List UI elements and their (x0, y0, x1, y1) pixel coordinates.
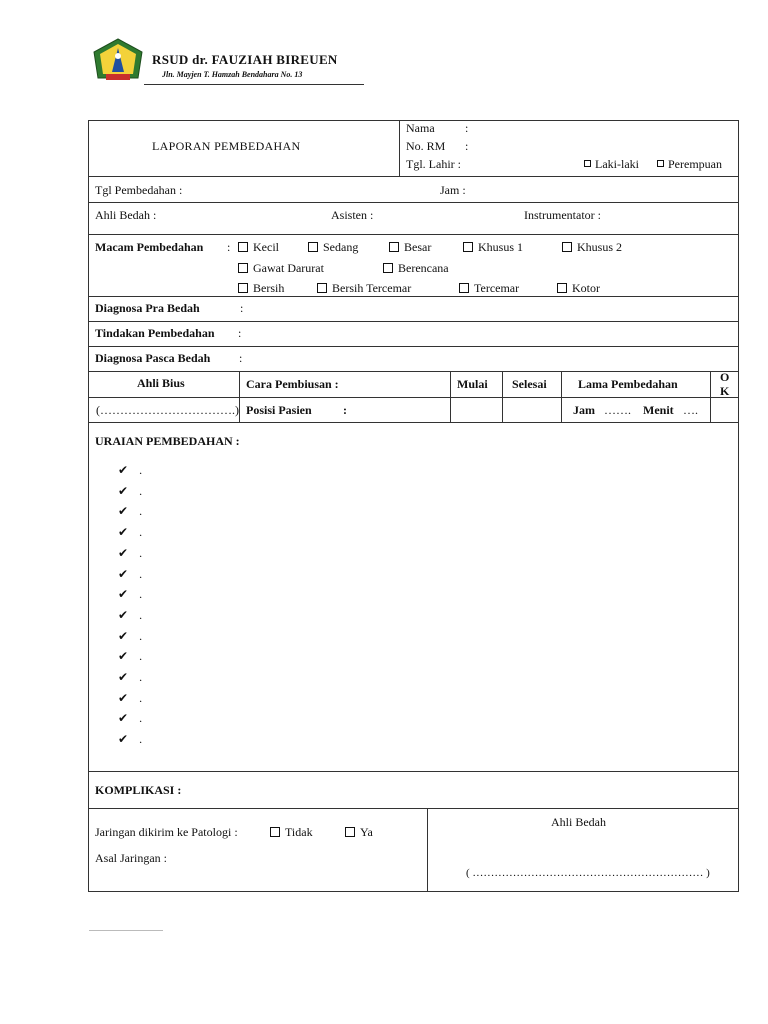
form-frame (88, 120, 739, 892)
hospital-logo (92, 38, 144, 84)
macam-pembedahan-label: Macam Pembedahan (95, 240, 204, 254)
checkmark-icon: ✔ (118, 463, 129, 477)
checkbox-icon (308, 242, 318, 252)
checkbox-icon (383, 263, 393, 273)
uraian-item (118, 608, 142, 623)
checkbox-icon (345, 827, 355, 837)
uraian-item-text: . (139, 463, 143, 477)
row-divider (88, 202, 739, 203)
uraian-item-text: . (139, 649, 143, 664)
row-divider (88, 296, 739, 297)
jam-duration-dots: ……. (604, 403, 631, 417)
uraian-item-text: . (139, 566, 143, 581)
checkmark-icon: ✔ (118, 670, 129, 684)
option-bersih[interactable]: Bersih (238, 281, 284, 296)
uraian-item (118, 546, 142, 561)
row-divider (88, 422, 739, 423)
checkbox-icon (238, 242, 248, 252)
uraian-label: URAIAN PEMBEDAHAN : (95, 434, 240, 448)
col-divider (710, 371, 711, 422)
uraian-item-text: . (139, 670, 143, 684)
option-kotor[interactable]: Kotor (557, 281, 600, 296)
uraian-item-text: . (139, 711, 143, 726)
row-divider (88, 346, 739, 347)
posisi-pasien-colon: : (343, 403, 347, 417)
option-sedang[interactable]: Sedang (308, 240, 358, 255)
hospital-address: Jln. Mayjen T. Hamzah Bendahara No. 13 (162, 70, 303, 79)
uraian-item (118, 463, 142, 478)
form-title: LAPORAN PEMBEDAHAN (152, 139, 301, 153)
uraian-item (118, 711, 142, 726)
uraian-item-text: . (139, 504, 143, 519)
posisi-pasien-label: Posisi Pasien (246, 403, 312, 417)
checkmark-icon: ✔ (118, 690, 129, 705)
asal-jaringan-label: Asal Jaringan : (95, 851, 167, 865)
instrumentator-label: Instrumentator : (524, 208, 601, 222)
uraian-item (118, 649, 142, 664)
checkmark-icon: ✔ (118, 711, 129, 726)
checkbox-icon (389, 242, 399, 252)
col-divider (502, 371, 503, 422)
checkmark-icon: ✔ (118, 649, 129, 664)
diagnosa-pra-colon: : (240, 301, 244, 315)
uraian-item-text: . (139, 732, 143, 747)
checkmark-icon: ✔ (118, 545, 129, 560)
menit-duration-dots: …. (683, 403, 698, 417)
uraian-item (118, 629, 142, 644)
diagnosa-pra-label: Diagnosa Pra Bedah (95, 301, 200, 315)
header-underline (144, 84, 364, 85)
no-rm-colon: : (465, 139, 469, 153)
checkbox-icon (238, 263, 248, 273)
option-tercemar[interactable]: Tercemar (459, 281, 519, 296)
uraian-item (118, 525, 142, 540)
checkmark-icon: ✔ (118, 732, 129, 747)
cara-pembiusan-label: Cara Pembiusan : (246, 377, 339, 391)
hospital-name: RSUD dr. FAUZIAH BIREUEN (152, 52, 338, 67)
option-khusus-2[interactable]: Khusus 2 (562, 240, 622, 255)
mulai-label: Mulai (457, 377, 488, 391)
option-gawat-darurat[interactable]: Gawat Darurat (238, 261, 324, 276)
patologi-label: Jaringan dikirim ke Patologi : (95, 825, 238, 839)
row-divider (88, 771, 739, 772)
tgl-pembedahan-label: Tgl Pembedahan : (95, 183, 183, 197)
row-divider (88, 234, 739, 235)
diagnosa-pasca-colon: : (239, 351, 243, 365)
row-divider (88, 176, 739, 177)
uraian-item (118, 670, 142, 685)
checkbox-icon (463, 242, 473, 252)
option-bersih-tercemar[interactable]: Bersih Tercemar (317, 281, 411, 296)
nama-label: Nama (406, 121, 435, 135)
checkbox-icon (238, 283, 248, 293)
uraian-item-text: . (139, 587, 143, 602)
option-ya[interactable]: Ya (345, 825, 373, 840)
ok-label-o: O (720, 370, 730, 384)
option-berencana[interactable]: Berencana (383, 261, 449, 276)
uraian-item-text: . (139, 545, 143, 560)
jam-label: Jam : (440, 183, 466, 197)
checkbox-icon (270, 827, 280, 837)
checkmark-icon: ✔ (118, 566, 129, 581)
signature-divider (427, 808, 428, 892)
nama-colon: : (465, 121, 469, 135)
gender-option-male[interactable]: Laki-laki (584, 157, 639, 172)
checkmark-icon: ✔ (118, 587, 129, 602)
checkmark-icon: ✔ (118, 525, 129, 540)
selesai-label: Selesai (512, 377, 547, 391)
footer-mark (89, 930, 163, 931)
checkmark-icon: ✔ (118, 504, 129, 519)
uraian-item-text: . (139, 483, 143, 498)
checkmark-icon: ✔ (118, 483, 129, 498)
row-divider (88, 371, 739, 372)
tindakan-label: Tindakan Pembedahan (95, 326, 215, 340)
title-divider (399, 120, 400, 176)
uraian-item-text: . (139, 628, 143, 643)
uraian-item (118, 567, 142, 582)
option-tidak[interactable]: Tidak (270, 825, 313, 840)
ahli-bedah-label: Ahli Bedah : (95, 208, 157, 222)
uraian-item-text: . (139, 525, 143, 540)
uraian-item (118, 732, 142, 747)
checkmark-icon: ✔ (118, 607, 129, 622)
col-divider (239, 371, 240, 422)
option-khusus-1[interactable]: Khusus 1 (463, 240, 523, 255)
uraian-item-text: . (139, 690, 143, 705)
uraian-item (118, 691, 142, 706)
uraian-item (118, 484, 142, 499)
ahli-bius-label: Ahli Bius (137, 376, 185, 390)
asisten-label: Asisten : (331, 208, 374, 222)
ahli-bius-signature: (…………………………….) (96, 403, 239, 417)
uraian-item-text: . (139, 607, 143, 622)
option-besar[interactable]: Besar (389, 240, 431, 255)
lama-pembedahan-label: Lama Pembedahan (578, 377, 678, 391)
checkmark-icon: ✔ (118, 628, 129, 643)
tindakan-colon: : (238, 326, 242, 340)
row-divider (88, 397, 739, 398)
komplikasi-label: KOMPLIKASI : (95, 783, 182, 797)
menit-duration-label: Menit (643, 403, 674, 417)
jam-duration-label: Jam (573, 403, 595, 417)
uraian-item (118, 504, 142, 519)
checkbox-icon (562, 242, 572, 252)
tgl-lahir-label: Tgl. Lahir : (406, 157, 461, 171)
checkbox-icon (657, 160, 664, 167)
row-divider (88, 808, 739, 809)
checkbox-icon (459, 283, 469, 293)
checkbox-icon (584, 160, 591, 167)
no-rm-label: No. RM (406, 139, 446, 153)
signature-line: ( ……………………………………………………… ) (466, 867, 710, 879)
col-divider (450, 371, 451, 422)
signature-title: Ahli Bedah (551, 815, 606, 829)
checkbox-icon (557, 283, 567, 293)
uraian-item (118, 587, 142, 602)
gender-option-female[interactable]: Perempuan (657, 157, 722, 172)
ok-label-k: K (720, 384, 730, 398)
macam-colon: : (227, 240, 231, 254)
col-divider (561, 371, 562, 422)
checkbox-icon (317, 283, 327, 293)
row-divider (88, 321, 739, 322)
option-kecil[interactable]: Kecil (238, 240, 279, 255)
diagnosa-pasca-label: Diagnosa Pasca Bedah (95, 351, 211, 365)
